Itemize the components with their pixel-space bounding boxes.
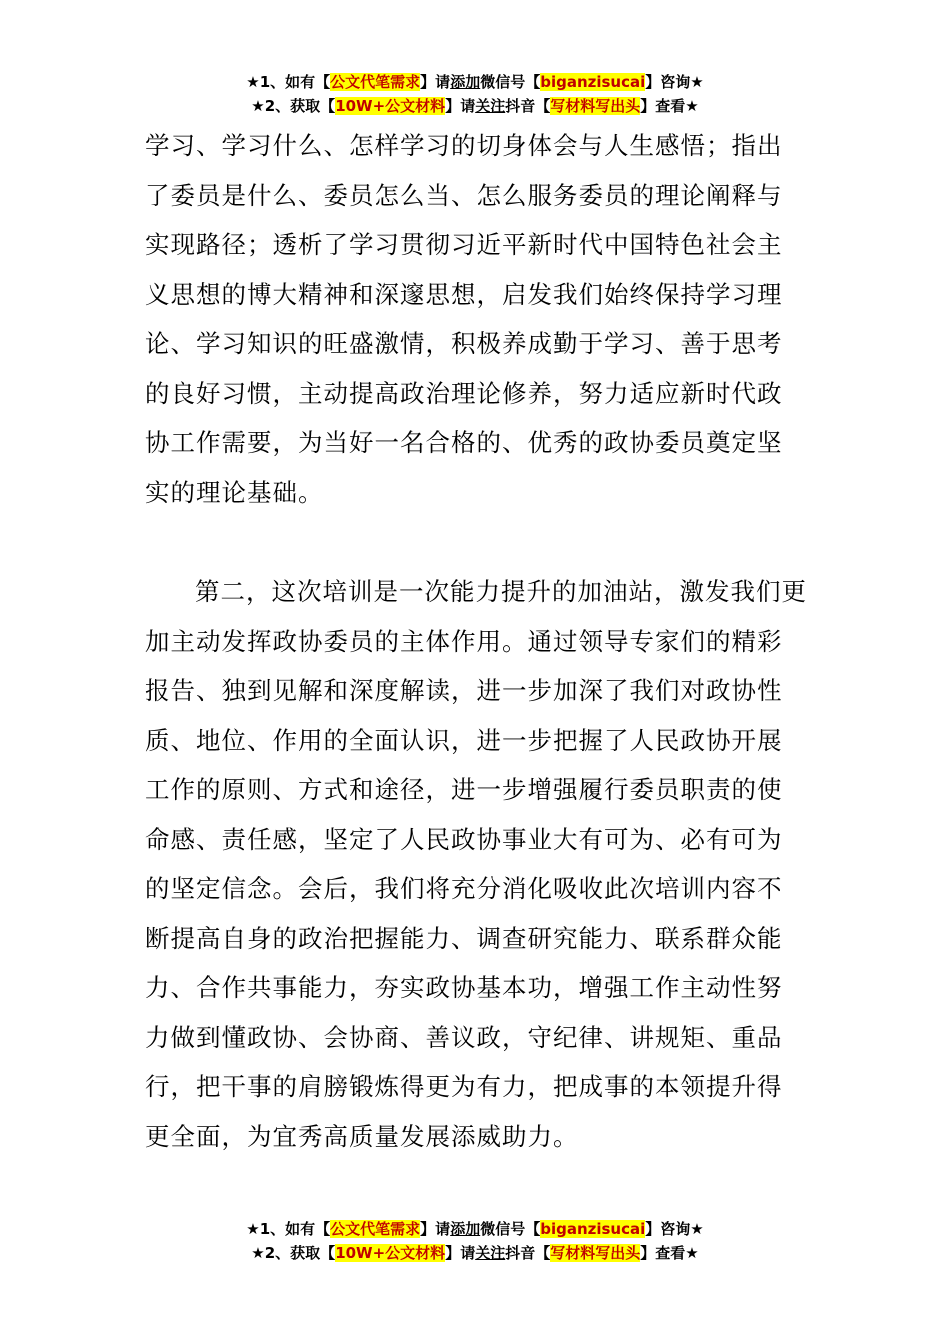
banner-line-2: [0, 94, 950, 118]
banner-text: 】查看★: [640, 97, 699, 115]
wechat-id: biganzisucai: [540, 1220, 646, 1238]
highlight-text: 10W+公文材料: [335, 1244, 446, 1262]
banner-text: 】请: [420, 1220, 451, 1238]
banner-text: 】请: [445, 1244, 476, 1262]
banner-line-1: [0, 70, 950, 94]
banner-text: 】请: [420, 73, 451, 91]
highlight-text: 10W+公文材料: [335, 97, 446, 115]
banner-text: 】咨询★: [645, 73, 704, 91]
highlight-text: 公文代笔需求: [330, 1220, 421, 1238]
banner-text: 】请: [445, 97, 476, 115]
banner-text: ★1、如有【: [246, 1220, 331, 1238]
banner-line-2: [0, 1241, 950, 1265]
banner-text: 抖音【: [505, 1244, 551, 1262]
banner-text: ★2、获取【: [251, 1244, 336, 1262]
footer-banner: [0, 1217, 950, 1265]
banner-text: ★1、如有【: [246, 73, 331, 91]
banner-text: 】查看★: [640, 1244, 699, 1262]
banner-text: 】咨询★: [645, 1220, 704, 1238]
douyin-account: 写材料写出头: [550, 1244, 641, 1262]
body-paragraph-1: 学习、学习什么、怎样学习的切身体会与人生感悟；指出了委员是什么、委员怎么当、怎么服务委员的理论阐释与实现路径；透析了学习贯彻习近平新时代中国特色社会主义思想的博大精神和深邃思想，启发我们始终保持学习理论、学习知识的旺盛激情，积极养成勤于学习、善于思考的良好习惯，主动提高政治理论修养，努力适应新时代政协工作需要，为当好一名合格的、优秀的政协委员奠定坚实的理论基础。: [145, 131, 783, 507]
banner-text: 微信号【: [480, 73, 541, 91]
banner-line-1: [0, 1217, 950, 1241]
underlined-text: 关注: [475, 97, 506, 115]
douyin-account: 写材料写出头: [550, 97, 641, 115]
banner-text: 微信号【: [480, 1220, 541, 1238]
body-paragraph-2: 第二，这次培训是一次能力提升的加油站，激发我们更加主动发挥政协委员的主体作用。通过领导专家们的精彩报告、独到见解和深度解读，进一步加深了我们对政协性质、地位、作用的全面认识，进一步把握了人民政协开展工作的原则、方式和途径，进一步增强履行委员职责的使命感、责任感，坚定了人民政协事业大有可为、必有可为的坚定信念。会后，我们将充分消化吸收此次培训内容不断提高自身的政治把握能力、调查研究能力、联系群众能力、合作共事能力，夯实政协基本功，增强工作主动性努力做到懂政协、会协商、善议政，守纪律、讲规矩、重品行，把干事的肩膀锻炼得更为有力，把成事的本领提升得更全面，为宜秀高质量发展添威助力。: [145, 577, 807, 1151]
underlined-text: 关注: [475, 1244, 506, 1262]
banner-text: 抖音【: [505, 97, 551, 115]
underlined-text: 添加: [450, 1220, 481, 1238]
header-banner: [0, 70, 950, 118]
banner-text: ★2、获取【: [251, 97, 336, 115]
highlight-text: 公文代笔需求: [330, 73, 421, 91]
wechat-id: biganzisucai: [540, 73, 646, 91]
underlined-text: 添加: [450, 73, 481, 91]
